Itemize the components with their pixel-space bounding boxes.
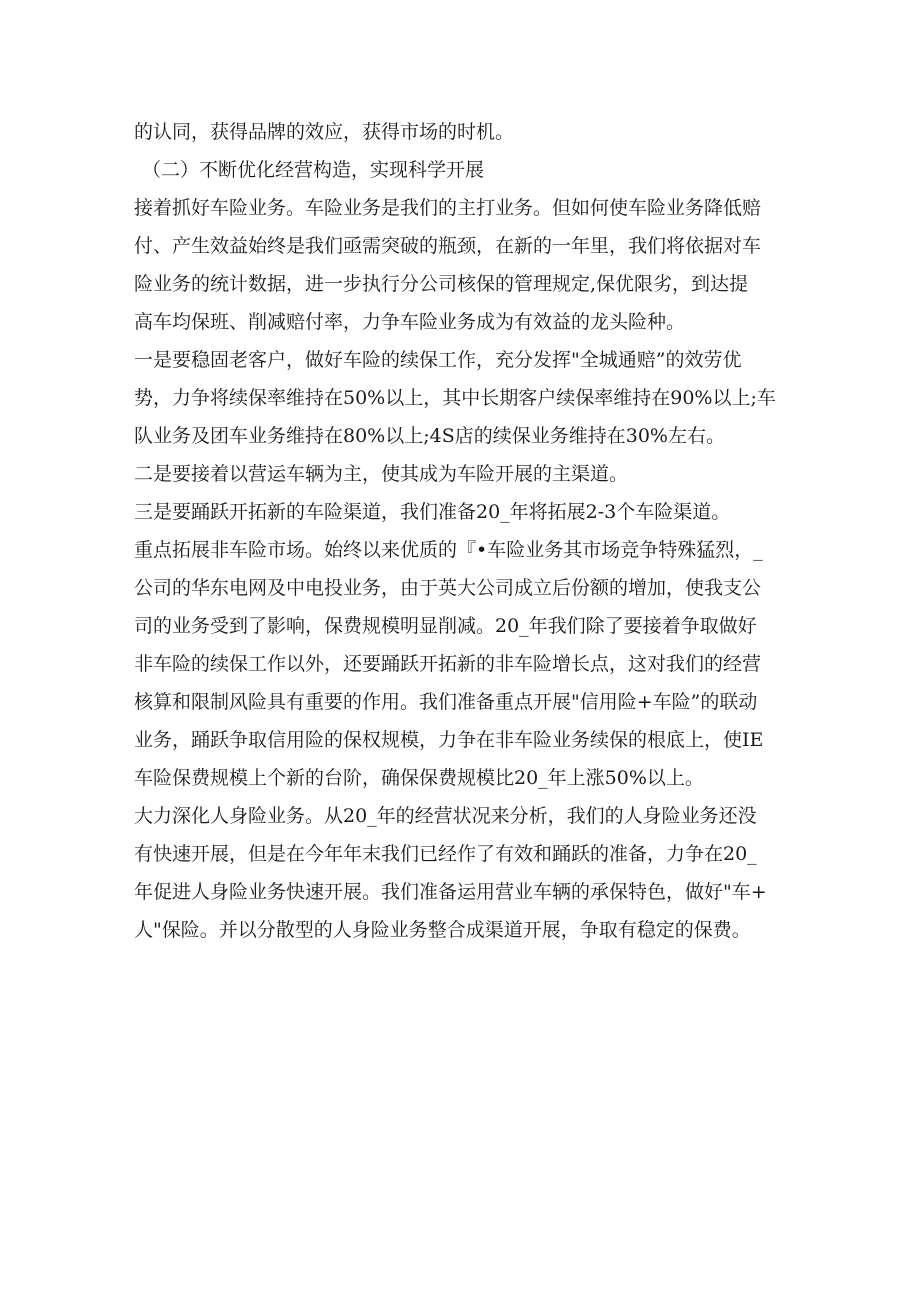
paragraph-line: 高车均保班、削减赔付率，力争车险业务成为有效益的龙头险种。 xyxy=(134,311,686,333)
paragraph-line: 核算和限制风险具有重要的作用。我们准备重点开展"信用险+车险”的联动 xyxy=(134,691,758,713)
paragraph-line: 重点拓展非车险市场。始终以来优质的『•车险业务其市场竞争特殊猛烈，_ xyxy=(134,539,763,561)
paragraph-line: 一是要稳固老客户，做好车险的续保工作，充分发挥"全城通赔”的效劳优 xyxy=(134,349,742,371)
paragraph-line: 大力深化人身险业务。从20_年的经营状况来分析，我们的人身险业务还没 xyxy=(134,805,757,827)
section-heading: （二）不断优化经营构造，实现科学开展 xyxy=(142,159,485,181)
paragraph-line: 三是要踊跃开拓新的车险渠道，我们准备20_年将拓展2-3个车险渠道。 xyxy=(134,501,731,523)
paragraph-line: 人"保险。并以分散型的人身险业务整合成渠道开展，争取有稳定的保费。 xyxy=(134,919,751,941)
text-line: 的认同，获得品牌的效应，获得市场的时机。 xyxy=(134,121,515,143)
paragraph-line: 年促进人身险业务快速开展。我们准备运用营业车辆的承保特色，做好"车+ xyxy=(134,881,767,903)
paragraph-line: 公司的华东电网及中电投业务，由于英大公司成立后份额的增加，使我支公 xyxy=(134,577,762,599)
paragraph-line: 付、产生效益始终是我们亟需突破的瓶颈，在新的一年里，我们将依据对车 xyxy=(134,235,762,257)
paragraph-line: 有快速开展，但是在今年年末我们已经作了有效和踊跃的准备，力争在20_ xyxy=(134,843,757,865)
paragraph-line: 队业务及团车业务维持在80%以上;4S店的续保业务维持在30%左右。 xyxy=(134,425,725,447)
paragraph-line: 非车险的续保工作以外，还要踊跃开拓新的非车险增长点，这对我们的经营 xyxy=(134,653,762,675)
paragraph-line: 二是要接着以营运车辆为主，使其成为车险开展的主渠道。 xyxy=(134,463,629,485)
paragraph-line: 险业务的统计数据，进一步执行分公司核保的管理规定,保优限劣，到达提 xyxy=(134,273,749,295)
paragraph-line: 业务，踊跃争取信用险的保权规模，力争在非车险业务续保的根底上，使IE xyxy=(134,729,764,751)
paragraph-line: 势，力争将续保率维持在50%以上，其中长期客户续保率维持在90%以上;车 xyxy=(134,387,776,409)
document-body xyxy=(134,113,794,949)
paragraph-line: 车险保费规模上个新的台阶，确保保费规模比20_年上涨50%以上。 xyxy=(134,767,704,789)
paragraph-line: 司的业务受到了影响，保费规模明显削减。20_年我们除了要接着争取做好 xyxy=(134,615,757,637)
paragraph-line: 接着抓好车险业务。车险业务是我们的主打业务。但如何使车险业务降低赔 xyxy=(134,197,762,219)
